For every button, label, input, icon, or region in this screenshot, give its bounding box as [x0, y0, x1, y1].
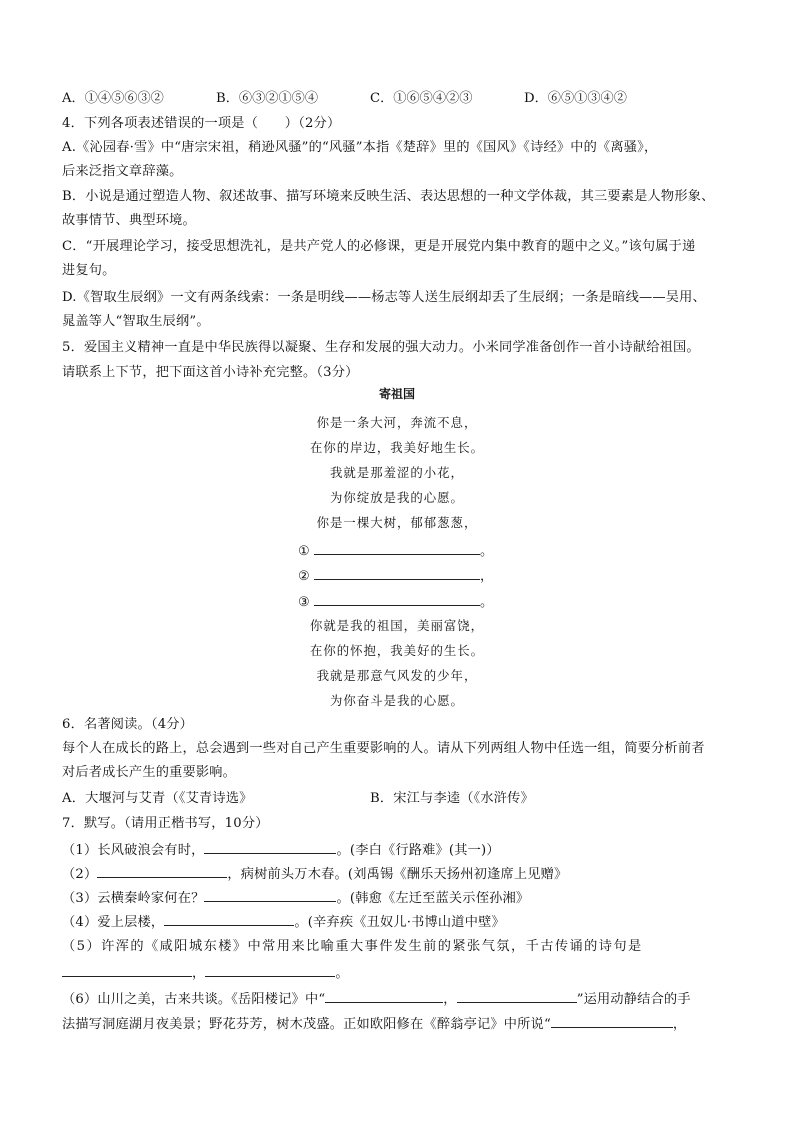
poem-line: 我就是那意气风发的少年， [316, 668, 478, 683]
answer-blank[interactable] [204, 840, 336, 854]
answer-blank[interactable] [204, 888, 336, 902]
poem-line: 我就是那羞涩的小花， [330, 465, 464, 480]
answer-blank[interactable] [62, 963, 192, 977]
poem-line: 你是一条大河，奔流不息， [316, 415, 478, 430]
q7-stem: 7．默写。（请用正楷书写，10分） [62, 816, 269, 831]
answer-blank[interactable] [97, 864, 227, 878]
answer-blank[interactable] [205, 963, 335, 977]
poem-blank-2[interactable]: ② ， [298, 565, 493, 584]
q7-item-6-line1: （6）山川之美，古来共谈。《岳阳楼记》中“ ， ”运用动静结合的手 [62, 989, 742, 1009]
q3-option-a: A．①④⑤⑥③② [62, 91, 164, 106]
q6-option-a: A．大堰河与艾青（《艾青诗选》 [62, 791, 253, 806]
answer-blank[interactable] [325, 989, 443, 1003]
q4-option-b-line2: 故事情节、典型环境。 [62, 213, 196, 228]
q7-item-5-line1: （5）许浑的《咸阳城东楼》中常用来比喻重大事件发生前的紧张气氛，千古传诵的诗句是 [62, 939, 643, 954]
q4-option-a-line1: A.《沁园春·雪》中“唐宗宋祖，稍逊风骚”的“风骚”本指《楚辞》里的《国风》《诗经》中的《离骚》， [62, 140, 658, 155]
poem-line: 在你的怀抱，我美好的生长。 [309, 643, 485, 658]
poem-title: 寄祖国 [378, 387, 415, 401]
answer-blank[interactable] [457, 989, 577, 1003]
poem-blank-1[interactable]: ① 。 [298, 540, 493, 559]
q6-stem: 6．名著阅读。（4分） [62, 717, 194, 732]
q7-item-5-line2: ， 。 [62, 963, 742, 983]
q6-options [62, 790, 742, 808]
q7-item-4: （4）爱上层楼， 。(辛弃疾《丑奴儿·书博山道中壁》 [62, 912, 742, 932]
poem-line: 为你奋斗是我的心愿。 [330, 693, 464, 708]
q7-item-6-line2: 法描写洞庭湖月夜美景；野花芬芳，树木茂盛。正如欧阳修在《醉翁亭记》中所说“ ， [62, 1014, 742, 1034]
poem-blank-3[interactable]: ③ 。 [298, 591, 493, 610]
q6-body-line1: 每个人在成长的路上，总会遇到一些对自己产生重要影响的人。请从下列两组人物中任选一组，简要分析前者 [62, 741, 705, 756]
poem-line: 你是一棵大树，郁郁葱葱， [316, 515, 478, 530]
q4-option-d-line1: D.《智取生辰纲》一文有两条线索：一条是明线——杨志等人送生辰纲却丢了生辰纲；一条是暗线——吴用、 [62, 290, 706, 305]
answer-line[interactable] [314, 541, 480, 555]
poem-line: 为你绽放是我的心愿。 [330, 490, 464, 505]
answer-line[interactable] [314, 592, 480, 606]
answer-line[interactable] [314, 566, 480, 580]
q6-body-line2: 对后者成长产生的重要影响。 [62, 765, 237, 780]
q5-stem-line2: 请联系上下节，把下面这首小诗补充完整。（3分） [62, 365, 359, 380]
answer-blank[interactable] [164, 912, 294, 926]
poem-line: 在你的岸边，我美好地生长。 [309, 440, 485, 455]
q4-option-c-line2: 进复句。 [62, 263, 116, 278]
q5-stem-line1: 5．爱国主义精神一直是中华民族得以凝聚、生存和发展的强大动力。小米同学准备创作一首小诗献给祖国。 [62, 340, 700, 355]
q4-option-b-line1: B．小说是通过塑造人物、叙述故事、描写环境来反映生活、表达思想的一种文学体裁，其三要素是人物形象、 [62, 189, 715, 204]
q7-item-1: （1）长风破浪会有时， 。(李白《行路难》(其一)） [62, 840, 742, 860]
answer-blank[interactable] [551, 1014, 673, 1028]
poem-line: 你就是我的祖国，美丽富饶， [309, 618, 485, 633]
q4-option-d-line2: 晁盖等人“智取生辰纲”。 [62, 314, 210, 329]
q6-option-b: B．宋江与李逵（《水浒传》 [370, 791, 534, 806]
q3-option-d: D．⑥⑤①③④② [524, 91, 627, 106]
q4-option-c-line1: C．“开展理论学习，接受思想洗礼，是共产党人的必修课，更是开展党内集中教育的题中之义。”该句属于递 [62, 239, 696, 254]
q4-option-a-line2: 后来泛指文章辞藻。 [62, 164, 183, 179]
q3-option-b: B．⑥③②①⑤④ [216, 91, 319, 106]
q3-option-c: C．①⑥⑤④②③ [370, 91, 473, 106]
q4-stem: 4．下列各项表述错误的一项是（ ）（2分） [62, 116, 341, 131]
q7-item-2: （2） ，病树前头万木春。(刘禹锡《酬乐天扬州初逢席上见赠》 [62, 864, 742, 884]
q7-item-3: （3）云横秦岭家何在？ 。(韩愈《左迁至蓝关示侄孙湘》 [62, 888, 742, 908]
